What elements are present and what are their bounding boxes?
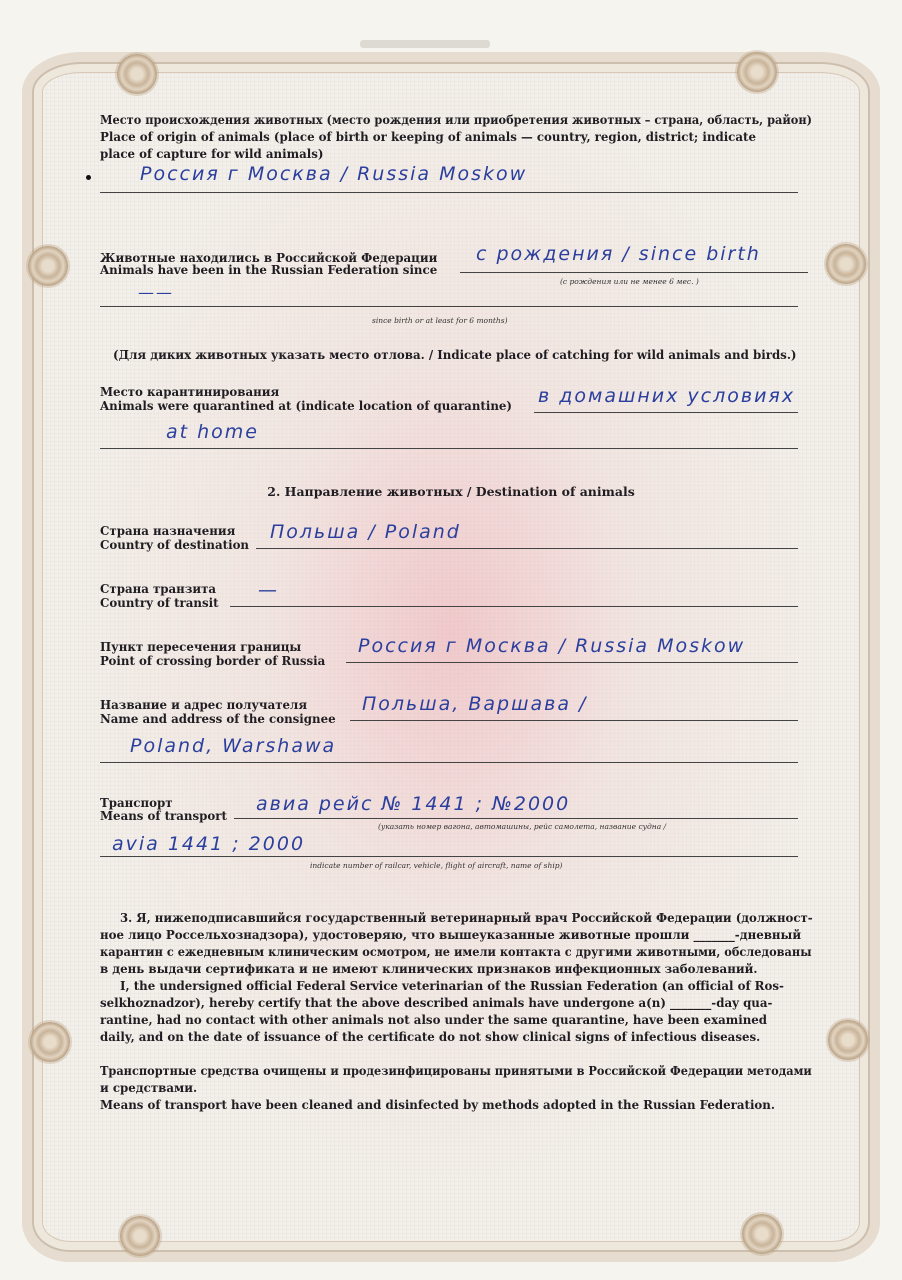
wild-animals-note: (Для диких животных указать место отлова. / Indicate place of catching for wild animals and birds.) xyxy=(113,348,797,362)
russia-label-en: Animals have been in the Russian Federation since xyxy=(100,263,438,277)
border-line xyxy=(346,662,798,663)
quarantine-line-2 xyxy=(100,448,798,449)
country-label-en: Country of destination xyxy=(100,538,250,552)
transit-label-ru: Страна транзита xyxy=(100,582,217,596)
country-line xyxy=(256,548,798,549)
transport-clean-en: Means of transport have been cleaned and disinfected by methods adopted in the Russian Federation. xyxy=(100,1098,775,1112)
russia-value-2: —— xyxy=(138,283,174,302)
transport-clean-ru-1: Транспортные средства очищены и продезинфицированы принятыми в Российской Федерации методами xyxy=(100,1064,812,1078)
transit-line xyxy=(230,606,798,607)
transport-label-en: Means of transport xyxy=(100,809,227,823)
consignee-line xyxy=(350,720,798,721)
cert-en-2: selkhoznadzor), hereby certify that the above described animals have undergone a(n) _______-day qua- xyxy=(100,996,773,1010)
border-label-en: Point of crossing border of Russia xyxy=(100,654,326,668)
origin-value: Россия г Москва / Russia Moskow xyxy=(140,163,528,185)
transport-clean-ru-2: и средствами. xyxy=(100,1081,198,1095)
origin-label-en: Place of origin of animals (place of birth or keeping of animals — country, region, district; indicate xyxy=(100,130,756,144)
russia-label-ru: Животные находились в Российской Федерации xyxy=(100,251,438,265)
quarantine-value: в домашних условиях xyxy=(538,385,796,407)
quarantine-label-en: Animals were quarantined at (indicate location of quarantine) xyxy=(100,399,512,413)
transport-note-ru: (указать номер вагона, автомашины, рейс самолета, название судна / xyxy=(378,822,667,831)
transport-value-2: avia 1441 ; 2000 xyxy=(112,833,306,855)
cert-ru-1: 3. Я, нижеподписавшийся государственный ветеринарный врач Российской Федерации (должност- xyxy=(120,911,813,925)
country-label-ru: Страна назначения xyxy=(100,524,236,538)
transport-note-en: indicate number of railcar, vehicle, flight of aircraft, name of ship) xyxy=(310,861,563,870)
country-value: Польша / Poland xyxy=(270,521,461,543)
consignee-value: Польша, Варшава / xyxy=(362,693,588,715)
origin-label-en-2: place of capture for wild animals) xyxy=(100,147,324,161)
quarantine-line xyxy=(534,412,798,413)
transit-value: — xyxy=(258,579,279,601)
border-label-ru: Пункт пересечения границы xyxy=(100,640,302,654)
consignee-label-en: Name and address of the consignee xyxy=(100,712,336,726)
destination-heading: 2. Направление животных / Destination of animals xyxy=(267,484,635,499)
quarantine-label-ru: Место карантинирования xyxy=(100,385,280,399)
cert-en-4: daily, and on the date of issuance of the certificate do not show clinical signs of infectious diseases. xyxy=(100,1030,761,1044)
cert-en-3: rantine, had no contact with other animals not also under the same quarantine, have been examined xyxy=(100,1013,768,1027)
consignee-value-2: Poland, Warshawa xyxy=(130,735,337,757)
quarantine-value-2: at home xyxy=(166,421,259,443)
consignee-line-2 xyxy=(100,762,798,763)
origin-label-ru: Место происхождения животных (место рождения или приобретения животных – страна, область, район) xyxy=(100,113,812,127)
russia-note-ru: (с рождения или не менее 6 мес. ) xyxy=(560,277,699,286)
consignee-label-ru: Название и адрес получателя xyxy=(100,698,308,712)
transport-label-ru: Транспорт xyxy=(100,796,173,810)
ink-dot xyxy=(86,175,91,180)
cert-ru-3: карантин с ежедневным клиническим осмотром, не имели контакта с другими животными, обследованы xyxy=(100,945,812,959)
transport-value: авиа рейс № 1441 ; №2000 xyxy=(256,793,571,815)
russia-value: с рождения / since birth xyxy=(476,243,761,265)
cert-ru-2: ное лицо Россельхознадзора), удостоверяю, что вышеуказанные животные прошли _______-дневный xyxy=(100,928,802,942)
cert-en-1: I, the undersigned official Federal Service veterinarian of the Russian Federation (an official of Ros- xyxy=(120,979,784,993)
origin-line xyxy=(100,192,798,193)
border-value: Россия г Москва / Russia Moskow xyxy=(358,635,746,657)
cert-ru-4: в день выдачи сертификата и не имеют клинических признаков инфекционных заболеваний. xyxy=(100,962,758,976)
russia-note-en: since birth or at least for 6 months) xyxy=(372,316,508,325)
transit-label-en: Country of transit xyxy=(100,596,219,610)
russia-line-2 xyxy=(100,306,798,307)
